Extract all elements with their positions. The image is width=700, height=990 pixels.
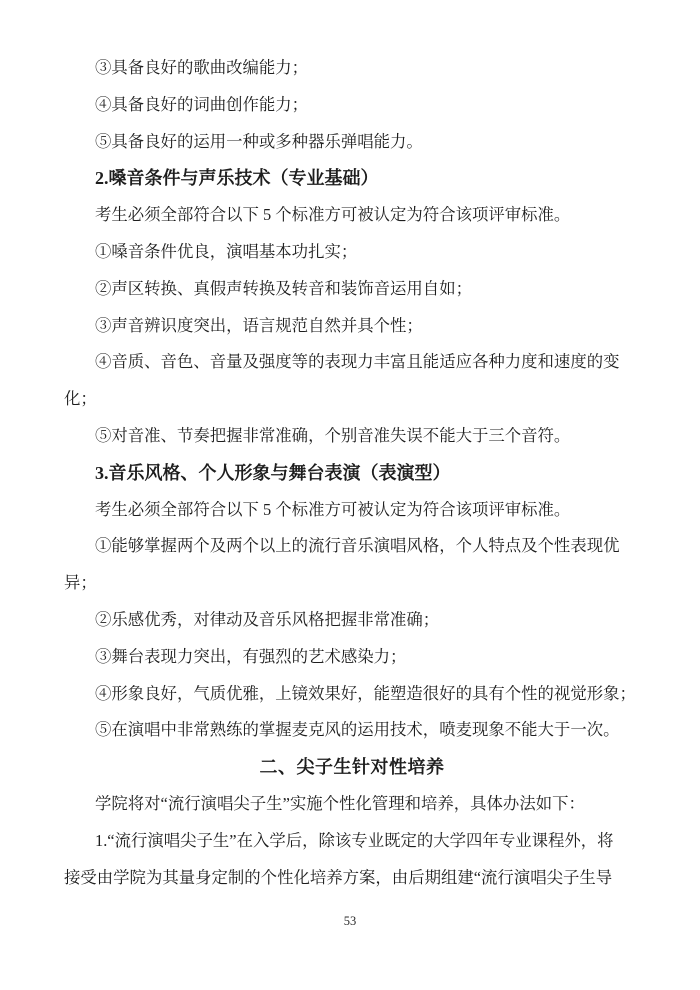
criterion-line: ③舞台表现力突出，有强烈的艺术感染力； [95,646,407,666]
section-heading-top-student-training: 二、尖子生针对性培养 [259,757,445,778]
criterion-line: ②声区转换、真假声转换及转音和装饰音运用自如； [95,278,472,298]
criterion-line: ③声音辨识度突出，语言规范自然并具个性； [95,315,423,335]
paragraph-line: 考生必须全部符合以下 5 个标准方可被认定为符合该项评审标准。 [95,205,571,225]
page-number: 53 [343,914,357,928]
criterion-line: ⑤在演唱中非常熟练的掌握麦克风的运用技术，喷麦现象不能大于一次。 [95,720,620,740]
paragraph-line-continuation: 接受由学院为其量身定制的个性化培养方案，由后期组建“流行演唱尖子生导 [64,867,613,887]
criterion-line: ①能够掌握两个及两个以上的流行音乐演唱风格，个人特点及个性表现优 [95,536,620,556]
criterion-line: ③具备良好的歌曲改编能力； [95,58,309,77]
criterion-line: ⑤具备良好的运用一种或多种器乐弹唱能力。 [95,131,423,151]
criterion-line: ⑤对音准、节奏把握非常准确，个别音准失误不能大于三个音符。 [95,425,571,445]
document-content [64,50,640,896]
paragraph-line: 考生必须全部符合以下 5 个标准方可被认定为符合该项评审标准。 [95,499,571,519]
criterion-line: ④音质、音色、音量及强度等的表现力丰富且能适应各种力度和速度的变 [95,352,620,372]
paragraph-line: 学院将对“流行演唱尖子生”实施个性化管理和培养，具体办法如下： [95,793,585,813]
criterion-line: ②乐感优秀，对律动及音乐风格把握非常准确； [95,609,440,629]
criterion-line-continuation: 化； [64,389,97,409]
subheading-vocal-technique: 2.嗓音条件与声乐技术（专业基础） [95,168,379,189]
criterion-line: ①嗓音条件优良，演唱基本功扎实； [95,241,358,261]
criterion-line: ④具备良好的词曲创作能力； [95,94,309,114]
paragraph-line: 1.“流行演唱尖子生”在入学后，除该专业既定的大学四年专业课程外，将 [95,830,614,850]
criterion-line: ④形象良好，气质优雅，上镜效果好，能塑造很好的具有个性的视觉形象； [95,683,636,703]
subheading-music-style: 3.音乐风格、个人形象与舞台表演（表演型） [95,462,451,483]
criterion-line-continuation: 异； [64,573,97,593]
